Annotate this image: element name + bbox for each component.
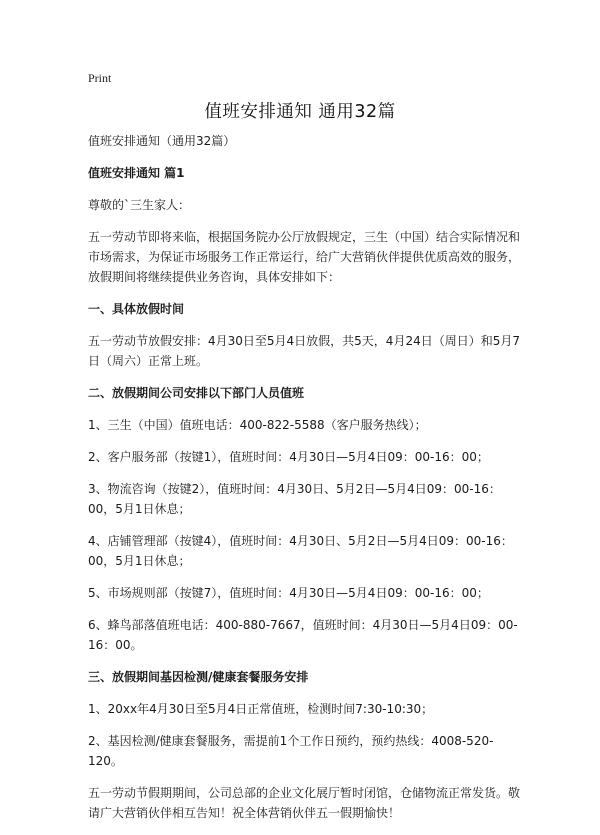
list-item: 3、物流咨询（按键2），值班时间：4月30日、5月2日—5月4日09：00-16：00，5月1日休息； <box>88 482 501 516</box>
list-item: 2、基因检测/健康套餐服务，需提前1个工作日预约，预约热线：4008-520-120。 <box>88 734 494 768</box>
closing-paragraph: 五一劳动节假期期间，公司总部的企业文化展厅暂时闭馆，仓储物流正常发货。敬请广大营销伙伴相互告知！祝全体营销伙伴五一假期愉快！ <box>88 786 521 820</box>
heading-duty-departments: 二、放假期间公司安排以下部门人员值班 <box>88 386 305 400</box>
list-item: 6、蜂鸟部落值班电话：400-880-7667，值班时间：4月30日—5月4日09：00-16：00。 <box>88 618 518 652</box>
list-item: 1、三生（中国）值班电话：400-822-5588（客户服务热线）； <box>88 418 427 432</box>
list-item: 1、20xx年4月30日至5月4日正常值班，检测时间7:30-10:30； <box>88 702 434 716</box>
greeting: 尊敬的`三生家人： <box>88 198 191 212</box>
section-title: 值班安排通知 篇1 <box>88 166 185 180</box>
list-item: 5、市场规则部（按键7），值班时间：4月30日—5月4日09：00-16：00； <box>88 586 489 600</box>
holiday-schedule-paragraph: 五一劳动节放假安排：4月30日至5月4日放假，共5天，4月24日（周日）和5月7日（周六）正常上班。 <box>88 334 520 368</box>
print-label[interactable]: Print <box>88 71 112 85</box>
list-item: 4、店铺管理部（按键4），值班时间：4月30日、5月2日—5月4日09：00-16：00，5月1日休息； <box>88 534 513 568</box>
list-item: 2、客户服务部（按键1），值班时间：4月30日—5月4日09：00-16：00； <box>88 450 489 464</box>
document-body <box>88 131 524 835</box>
document-title: 值班安排通知 通用32篇 <box>204 102 396 122</box>
intro-paragraph: 五一劳动节即将来临，根据国务院办公厅放假规定，三生（中国）结合实际情况和市场需求，为保证市场服务工作正常运行，给广大营销伙伴提供优质高效的服务，放假期间将继续提供业务咨询，具体安排如下： <box>88 230 521 284</box>
heading-gene-test-service: 三、放假期间基因检测/健康套餐服务安排 <box>88 670 309 684</box>
document-subtitle: 值班安排通知（通用32篇） <box>88 134 236 148</box>
heading-holiday-time: 一、具体放假时间 <box>88 302 185 316</box>
